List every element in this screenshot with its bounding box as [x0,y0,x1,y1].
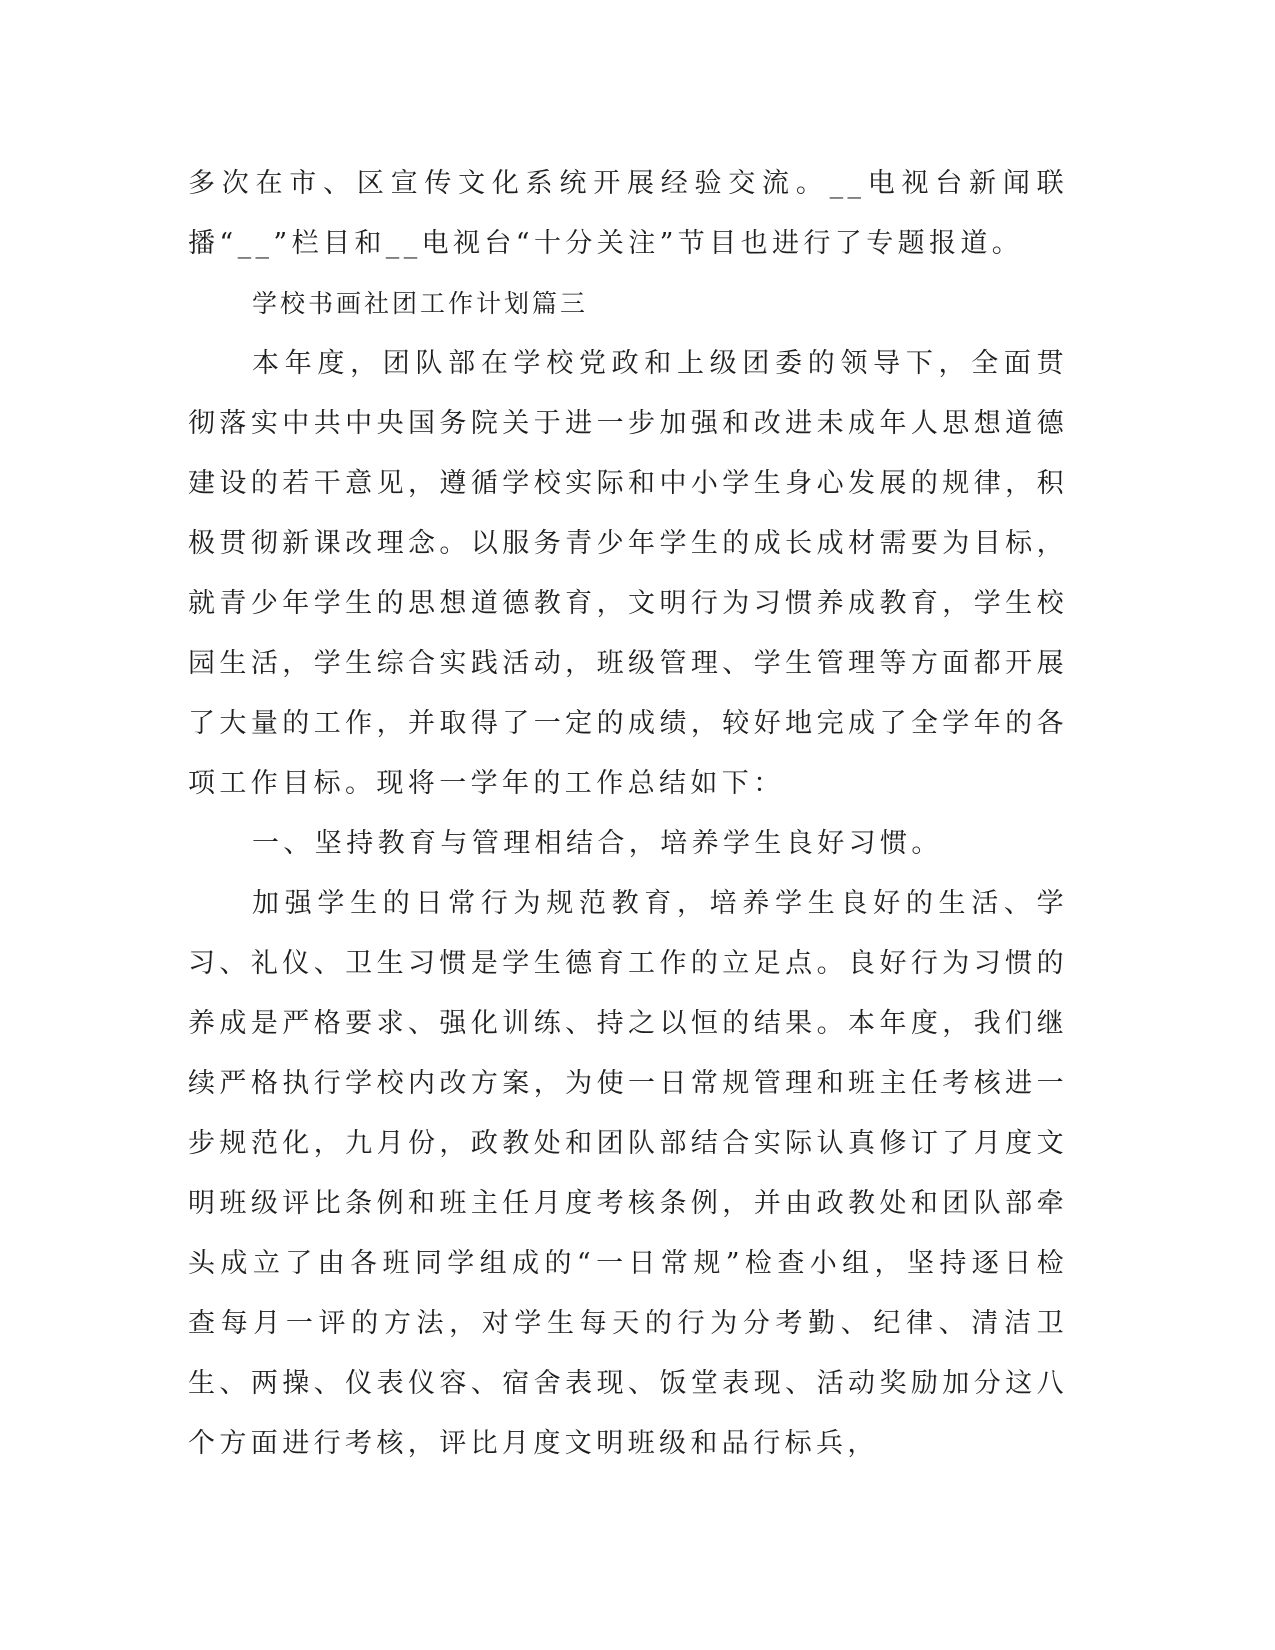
paragraph-habits: 加强学生的日常行为规范教育，培养学生良好的生活、学习、礼仪、卫生习惯是学生德育工作的立足点。良好行为习惯的养成是严格要求、强化训练、持之以恒的结果。本年度，我们继续严格执行学校内改方案，为使一日常规管理和班主任考核进一步规范化，九月份，政教处和团队部结合实际认真修订了月度文明班级评比条例和班主任月度考核条例，并由政教处和团队部牵头成立了由各班同学组成的“一日常规”检查小组，坚持逐日检查每月一评的方法，对学生每天的行为分考勤、纪律、清洁卫生、两操、仪表仪容、宿舍表现、饭堂表现、活动奖励加分这八个方面进行考核，评比月度文明班级和品行标兵， [188,888,1068,1459]
document-body [188,154,1068,1474]
paragraph-report-continuation: 多次在市、区宣传文化系统开展经验交流。__电视台新闻联播“__”栏目和__电视台“十分关注”节目也进行了专题报道。 [188,168,1068,259]
section-title: 学校书画社团工作计划篇三 [252,289,589,318]
paragraph-intro: 本年度，团队部在学校党政和上级团委的领导下，全面贯彻落实中共中央国务院关于进一步加强和改进未成年人思想道德建设的若干意见，遵循学校实际和中小学生身心发展的规律，积极贯彻新课改理念。以服务青少年学生的成长成材需要为目标，就青少年学生的思想道德教育，文明行为习惯养成教育，学生校园生活，学生综合实践活动，班级管理、学生管理等方面都开展了大量的工作，并取得了一定的成绩，较好地完成了全学年的各项工作目标。现将一学年的工作总结如下： [188,348,1068,799]
paragraph-heading-one: 一、坚持教育与管理相结合，培养学生良好习惯。 [252,828,943,859]
